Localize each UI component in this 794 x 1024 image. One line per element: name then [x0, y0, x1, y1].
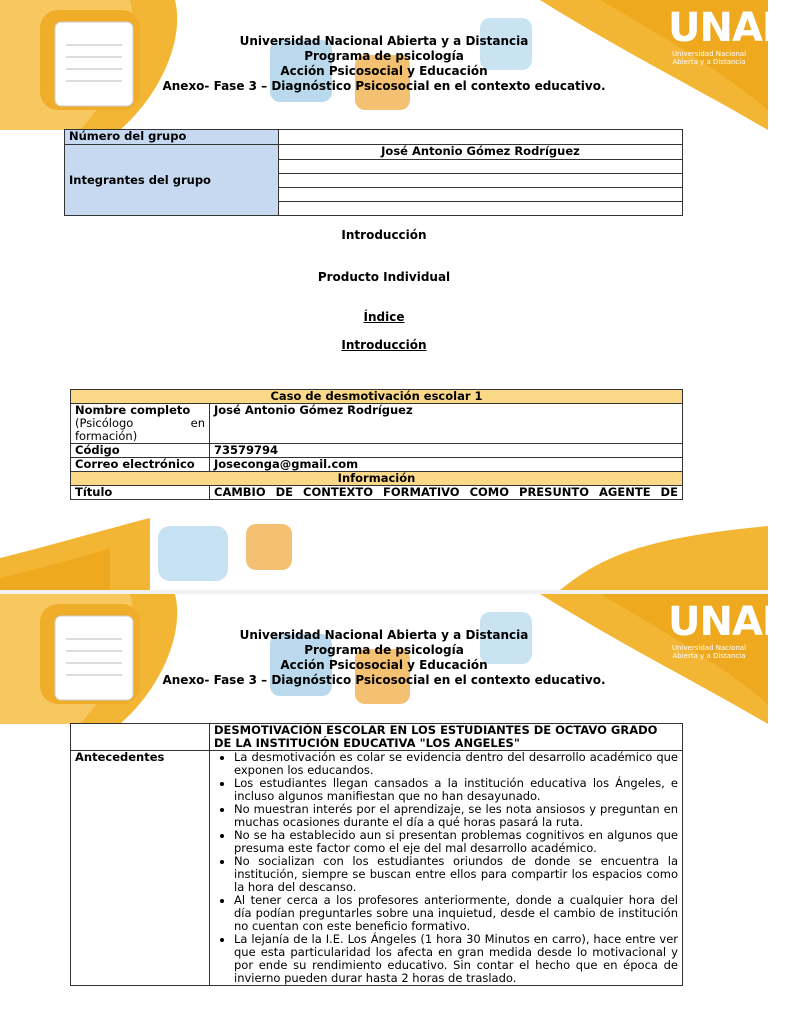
- list-item: • Al tener cerca a los profesores anteriormente, donde a cualquier hora del día podían preguntarles sobre una inquietud, desde el cambio de institución no cuentan con este beneficio formativo.: [234, 894, 678, 933]
- name-label: Nombre completo: [75, 403, 191, 417]
- email-value: Joseconga@gmail.com: [210, 458, 683, 472]
- member-4: [279, 188, 683, 202]
- heading-introduction: Introducción: [341, 228, 427, 242]
- group-table: [64, 129, 683, 216]
- list-item: • Los estudiantes llegan cansados a la institución educativa los Ángeles, e incluso algunos manifiestan que no han desayunado.: [234, 777, 678, 803]
- member-5: [279, 202, 683, 216]
- header-line-1-p2: Universidad Nacional Abierta y a Distancia: [239, 628, 529, 642]
- titulo-value: CAMBIO DE CONTEXTO FORMATIVO COMO PRESUNTO AGENTE DE: [210, 486, 683, 500]
- info-label: Información: [71, 472, 683, 486]
- header-line-3-p2: Acción Psicosocial y Educación: [280, 658, 488, 672]
- name-label-cell: [71, 404, 210, 444]
- email-label: Correo electrónico: [71, 458, 210, 472]
- case-table: [70, 389, 683, 500]
- page-2: [0, 594, 794, 1024]
- list-item: • La desmotivación es colar se evidencia dentro del desarrollo académico que exponen los educandos.: [234, 751, 678, 777]
- list-item: • No muestran interés por el aprendizaje, se les nota ansiosos y preguntan en muchas ocasiones durante el día a qué horas pasará la ruta.: [234, 803, 678, 829]
- header-line-2: Programa de psicología: [304, 49, 464, 63]
- header-line-4-p2: Anexo- Fase 3 – Diagnóstico Psicosocial en el contexto educativo.: [162, 673, 606, 687]
- list-item: • No socializan con los estudiantes oriundos de donde se encuentra la institución, siempre se buscan entre ellos para compartir los espacios como la hora del descanso.: [234, 855, 678, 894]
- list-item: • No se ha establecido aun si presentan problemas cognitivos en algunos que presuma este factor como el eje del mal desarrollo académico.: [234, 829, 678, 855]
- antecedentes-content: [210, 751, 683, 986]
- title-continuation: DESMOTIVACIÓN ESCOLAR EN LOS ESTUDIANTES DE OCTAVO GRADO DE LA INSTITUCIÓN EDUCATIVA "LOS ANGELES": [210, 724, 683, 751]
- footer-banner: [0, 518, 768, 590]
- name-sublabel: (Psicólogo en formación): [75, 416, 205, 443]
- logo-subtitle-2: Abierta y a Distancia: [672, 58, 746, 66]
- case-title: Caso de desmotivación escolar 1: [71, 390, 683, 404]
- member-2: [279, 160, 683, 174]
- group-number-label: Número del grupo: [65, 130, 279, 145]
- title-cont-label: [71, 724, 210, 751]
- antecedentes-label: Antecedentes: [71, 751, 210, 986]
- group-number-value: [279, 130, 683, 145]
- code-value: 73579794: [210, 444, 683, 458]
- header-line-4: Anexo- Fase 3 – Diagnóstico Psicosocial en el contexto educativo.: [162, 79, 606, 93]
- name-value: José Antonio Gómez Rodríguez: [210, 404, 683, 444]
- heading-individual-product: Producto Individual: [317, 270, 451, 284]
- antecedentes-list: [214, 751, 678, 985]
- logo-mark-2: UNAD: [668, 599, 794, 645]
- logo-mark: UNAD: [668, 5, 794, 51]
- logo-subtitle-2-2: Abierta y a Distancia: [672, 652, 746, 660]
- header-line-3: Acción Psicosocial y Educación: [280, 64, 488, 78]
- member-3: [279, 174, 683, 188]
- header-line-2-p2: Programa de psicología: [304, 643, 464, 657]
- heading-introduction-2: Introducción: [341, 338, 427, 352]
- members-label: Integrantes del grupo: [65, 145, 279, 216]
- titulo-label: Título: [71, 486, 210, 500]
- code-label: Código: [71, 444, 210, 458]
- document-header: [0, 34, 768, 94]
- document-header-2: [0, 628, 768, 688]
- antecedentes-table: [70, 723, 683, 986]
- header-line-1: Universidad Nacional Abierta y a Distancia: [239, 34, 529, 48]
- list-item: • La lejanía de la I.E. Los Ángeles (1 hora 30 Minutos en carro), hace entre ver que esta particularidad los afecta en gran medida desde lo motivacional y por ende su rendimiento educativo. Sin contar el hecho que en época de invierno pueden durar hasta 2 horas de traslado.: [234, 933, 678, 985]
- logo-subtitle-1: Universidad Nacional: [671, 50, 747, 58]
- logo-subtitle-1-2: Universidad Nacional: [671, 644, 747, 652]
- heading-index: Índice: [363, 310, 405, 324]
- member-1: José Antonio Gómez Rodríguez: [279, 145, 683, 160]
